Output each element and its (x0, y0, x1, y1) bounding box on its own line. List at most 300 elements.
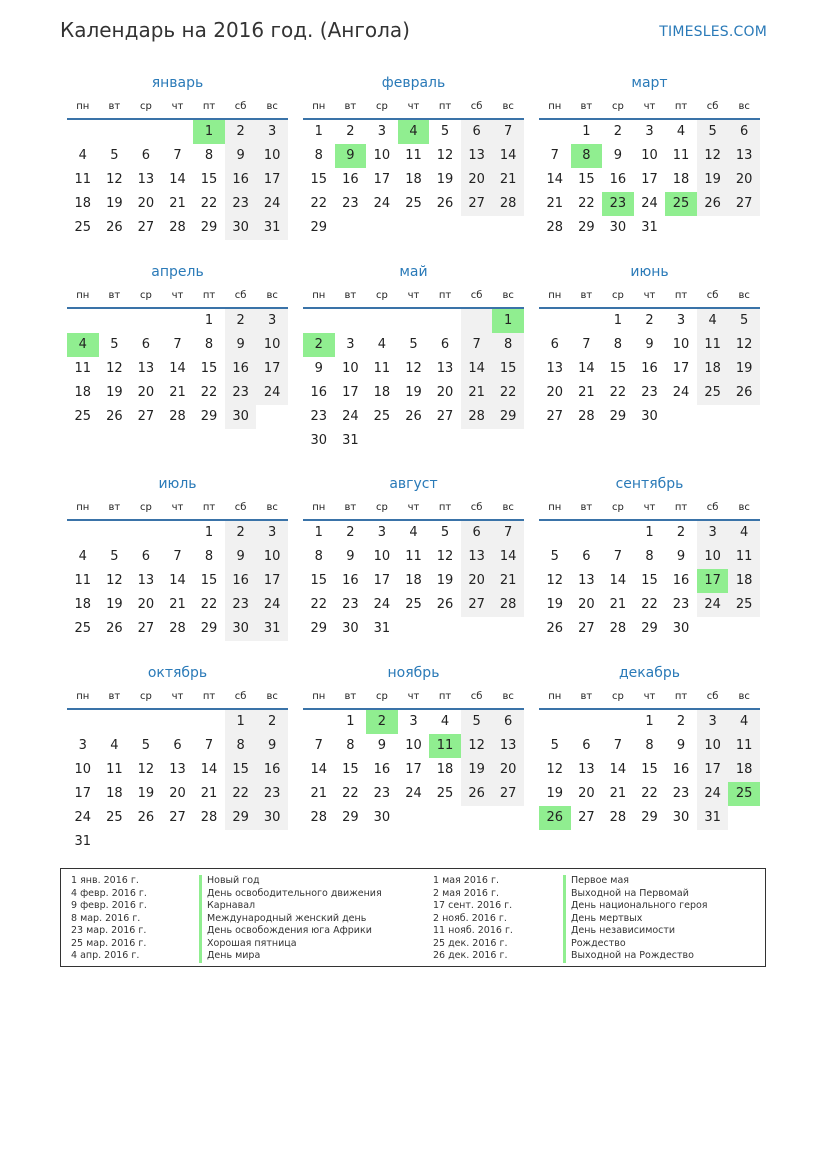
day-cell: 18 (728, 569, 760, 593)
day-cell: 2 (225, 521, 257, 545)
day-cell: 25 (74, 220, 92, 235)
day-cell: 6 (582, 549, 591, 564)
holiday-day-cell: 1 (492, 309, 524, 333)
weekday-label: пт (674, 290, 688, 301)
holiday-legend (60, 868, 766, 967)
day-cell: 9 (346, 549, 355, 564)
day-cell: 25 (373, 409, 391, 424)
day-cell: 3 (78, 738, 87, 753)
day-cell: 20 (137, 385, 155, 400)
day-cell: 13 (492, 734, 524, 758)
weekday-label: пн (76, 290, 90, 301)
empty-day-cell (366, 309, 398, 333)
day-cell: 29 (200, 409, 218, 424)
day-cell: 3 (409, 714, 418, 729)
weekday-header (67, 686, 288, 710)
empty-day-cell (162, 710, 194, 734)
weekday-label: вт (580, 502, 593, 513)
weekday-label: пн (76, 691, 90, 702)
day-cell: 30 (672, 621, 690, 636)
weekday-label: ср (375, 502, 388, 513)
day-cell: 5 (110, 148, 119, 163)
day-cell: 5 (697, 120, 729, 144)
weekday-header (539, 686, 760, 710)
day-cell: 9 (225, 545, 257, 569)
day-cell: 16 (672, 762, 690, 777)
legend-date: 26 дек. 2016 г. (433, 950, 508, 961)
day-cell: 27 (137, 409, 155, 424)
day-cell: 30 (225, 216, 257, 240)
weekday-header (303, 686, 524, 710)
day-cell: 27 (728, 192, 760, 216)
day-cell: 31 (342, 433, 359, 448)
day-cell: 13 (137, 361, 155, 376)
day-cell: 14 (169, 361, 186, 376)
day-cell: 15 (200, 172, 218, 187)
days-grid (539, 710, 760, 830)
weekday-label: ср (139, 502, 152, 513)
day-cell: 3 (645, 124, 654, 139)
day-cell: 20 (169, 786, 186, 801)
day-cell: 9 (225, 144, 257, 168)
weekday-label: пн (312, 101, 326, 112)
weekday-label: пт (438, 502, 452, 513)
day-cell: 28 (609, 810, 627, 825)
day-cell: 5 (440, 525, 450, 540)
day-cell: 20 (728, 168, 760, 192)
empty-day-cell (571, 309, 603, 333)
weekday-label: сб (234, 502, 247, 513)
day-cell: 21 (169, 385, 186, 400)
weekday-label: сб (470, 502, 483, 513)
day-cell: 15 (641, 573, 658, 588)
day-cell: 23 (342, 597, 359, 612)
month-calendar (67, 471, 288, 660)
day-cell: 21 (169, 196, 186, 211)
day-cell: 27 (546, 409, 564, 424)
legend-right-names (563, 875, 708, 963)
month-name: май (399, 264, 428, 280)
day-cell: 1 (613, 313, 623, 328)
day-cell: 15 (641, 762, 658, 777)
day-cell: 24 (256, 593, 288, 617)
empty-day-cell (162, 120, 194, 144)
day-cell: 8 (204, 148, 214, 163)
day-cell: 27 (492, 782, 524, 806)
day-cell: 5 (728, 309, 760, 333)
days-grid (303, 309, 524, 453)
day-cell: 18 (405, 172, 422, 187)
holiday-day-cell: 26 (539, 806, 571, 830)
weekday-label: вс (266, 101, 278, 112)
day-cell: 6 (440, 337, 450, 352)
day-cell: 30 (225, 405, 257, 429)
weekday-label: ср (611, 691, 624, 702)
day-cell: 20 (492, 758, 524, 782)
day-cell: 11 (405, 148, 422, 163)
legend-date: 1 янв. 2016 г. (71, 875, 139, 886)
day-cell: 13 (546, 361, 564, 376)
day-cell: 24 (405, 786, 422, 801)
legend-right-dates (433, 875, 513, 963)
day-cell: 15 (310, 573, 328, 588)
day-cell: 22 (200, 597, 218, 612)
month-name: апрель (151, 264, 204, 280)
day-cell: 25 (728, 593, 760, 617)
day-cell: 14 (609, 573, 627, 588)
days-grid (303, 521, 524, 641)
weekday-label: пт (202, 502, 216, 513)
day-cell: 23 (256, 782, 288, 806)
weekday-label: вс (266, 502, 278, 513)
day-cell: 14 (200, 762, 218, 777)
day-cell: 25 (74, 621, 92, 636)
legend-holiday-name: День национального героя (563, 900, 708, 913)
weekday-label: пт (202, 101, 216, 112)
legend-date: 4 февр. 2016 г. (71, 887, 147, 899)
day-cell: 4 (697, 309, 729, 333)
day-cell: 8 (492, 333, 524, 357)
day-cell: 12 (106, 172, 123, 187)
day-cell: 18 (74, 385, 92, 400)
day-cell: 23 (225, 192, 257, 216)
day-cell: 18 (672, 172, 690, 187)
weekday-header (303, 497, 524, 521)
day-cell: 27 (578, 810, 595, 825)
legend-date: 1 мая 2016 г. (433, 875, 499, 886)
holiday-day-cell: 1 (193, 120, 225, 144)
day-cell: 21 (200, 786, 218, 801)
day-cell: 19 (461, 758, 493, 782)
day-cell: 8 (645, 549, 654, 564)
day-cell: 7 (492, 120, 524, 144)
day-cell: 23 (641, 385, 658, 400)
day-cell: 13 (728, 144, 760, 168)
weekday-label: вт (108, 101, 121, 112)
weekday-label: вс (738, 502, 750, 513)
day-cell: 18 (74, 196, 92, 211)
day-cell: 19 (137, 786, 155, 801)
day-cell: 26 (461, 782, 493, 806)
day-cell: 29 (200, 621, 218, 636)
day-cell: 5 (461, 710, 493, 734)
month-calendar (539, 259, 760, 448)
month-name: август (389, 476, 438, 492)
day-cell: 3 (256, 120, 288, 144)
day-cell: 19 (106, 196, 123, 211)
day-cell: 13 (137, 573, 155, 588)
day-cell: 4 (676, 124, 686, 139)
day-cell: 4 (728, 710, 760, 734)
empty-day-cell (398, 309, 430, 333)
day-cell: 31 (256, 617, 288, 641)
weekday-label: вт (344, 101, 357, 112)
weekday-label: сб (234, 290, 247, 301)
day-cell: 31 (256, 216, 288, 240)
day-cell: 28 (578, 409, 595, 424)
day-cell: 10 (373, 549, 391, 564)
month-calendar (539, 70, 760, 259)
weekday-label: чт (407, 101, 420, 112)
day-cell: 1 (346, 714, 355, 729)
day-cell: 15 (200, 573, 218, 588)
day-cell: 21 (546, 196, 564, 211)
weekday-label: пт (202, 290, 216, 301)
weekday-label: пт (674, 691, 688, 702)
day-cell: 29 (492, 405, 524, 429)
day-cell: 8 (645, 738, 654, 753)
day-cell: 4 (78, 148, 87, 163)
day-cell: 30 (256, 806, 288, 830)
weekday-label: вт (108, 290, 121, 301)
day-cell: 22 (641, 786, 658, 801)
day-cell: 5 (110, 337, 119, 352)
empty-day-cell (130, 120, 162, 144)
day-cell: 10 (373, 148, 391, 163)
weekday-label: сб (706, 502, 719, 513)
day-cell: 28 (492, 593, 524, 617)
day-cell: 13 (578, 762, 595, 777)
legend-left-dates (71, 875, 147, 963)
day-cell: 22 (310, 597, 328, 612)
weekday-label: ср (611, 290, 624, 301)
day-cell: 16 (225, 168, 257, 192)
day-cell: 12 (405, 361, 422, 376)
empty-day-cell (602, 710, 634, 734)
empty-day-cell (162, 521, 194, 545)
day-cell: 20 (461, 569, 493, 593)
day-cell: 18 (106, 786, 123, 801)
holiday-day-cell: 2 (366, 710, 398, 734)
day-cell: 31 (641, 220, 658, 235)
legend-holiday-name: Первое мая (563, 875, 708, 888)
day-cell: 1 (645, 714, 654, 729)
weekday-label: чт (643, 502, 656, 513)
day-cell: 14 (169, 573, 186, 588)
day-cell: 13 (461, 144, 493, 168)
day-cell: 30 (225, 617, 257, 641)
holiday-day-cell: 8 (571, 144, 603, 168)
empty-day-cell (67, 710, 99, 734)
weekday-label: сб (470, 290, 483, 301)
day-cell: 7 (173, 549, 182, 564)
day-cell: 20 (578, 597, 595, 612)
day-cell: 7 (492, 521, 524, 545)
day-cell: 28 (169, 621, 186, 636)
day-cell: 17 (256, 357, 288, 381)
day-cell: 16 (256, 758, 288, 782)
day-cell: 23 (672, 786, 690, 801)
day-cell: 27 (578, 621, 595, 636)
empty-day-cell (162, 309, 194, 333)
day-cell: 29 (310, 220, 328, 235)
legend-holiday-name: День освободительного движения (199, 888, 382, 901)
empty-day-cell (335, 309, 367, 333)
day-cell: 30 (641, 409, 658, 424)
brand-link[interactable]: TIMESLES.COM (659, 24, 767, 40)
empty-day-cell (67, 309, 99, 333)
day-cell: 5 (141, 738, 151, 753)
day-cell: 8 (225, 734, 257, 758)
holiday-day-cell: 25 (665, 192, 697, 216)
day-cell: 23 (672, 597, 690, 612)
weekday-header (67, 285, 288, 309)
day-cell: 7 (461, 333, 493, 357)
legend-holiday-name: Рождество (563, 938, 708, 951)
day-cell: 21 (461, 381, 493, 405)
day-cell: 14 (169, 172, 186, 187)
weekday-label: чт (171, 502, 184, 513)
month-name: октябрь (147, 665, 208, 681)
legend-date: 4 апр. 2016 г. (71, 950, 140, 961)
day-cell: 30 (373, 810, 391, 825)
holiday-day-cell: 25 (728, 782, 760, 806)
day-cell: 20 (137, 196, 155, 211)
legend-left-names (199, 875, 382, 963)
day-cell: 24 (697, 782, 729, 806)
empty-day-cell (602, 521, 634, 545)
day-cell: 27 (137, 621, 155, 636)
weekday-label: вс (266, 691, 278, 702)
weekday-header (303, 285, 524, 309)
day-cell: 9 (377, 738, 387, 753)
day-cell: 26 (137, 810, 155, 825)
day-cell: 26 (697, 192, 729, 216)
day-cell: 6 (141, 148, 151, 163)
day-cell: 12 (106, 573, 123, 588)
weekday-label: сб (706, 290, 719, 301)
weekday-label: чт (407, 502, 420, 513)
day-cell: 15 (492, 357, 524, 381)
weekday-label: пн (312, 502, 326, 513)
day-cell: 8 (204, 549, 214, 564)
day-cell: 1 (314, 124, 323, 139)
day-cell: 15 (609, 361, 627, 376)
month-name: июль (158, 476, 197, 492)
day-cell: 18 (405, 573, 422, 588)
day-cell: 10 (672, 337, 690, 352)
day-cell: 15 (200, 361, 218, 376)
day-cell: 20 (436, 385, 454, 400)
day-cell: 10 (405, 738, 422, 753)
day-cell: 14 (310, 762, 328, 777)
day-cell: 6 (141, 337, 151, 352)
day-cell: 3 (697, 710, 729, 734)
empty-day-cell (67, 120, 99, 144)
weekday-label: чт (171, 101, 184, 112)
day-cell: 1 (204, 525, 214, 540)
day-cell: 8 (314, 148, 323, 163)
empty-day-cell (303, 710, 335, 734)
month-calendar (539, 471, 760, 660)
day-cell: 10 (342, 361, 359, 376)
day-cell: 26 (106, 621, 123, 636)
weekday-label: вс (266, 290, 278, 301)
weekday-label: ср (375, 101, 388, 112)
day-cell: 29 (200, 220, 218, 235)
holiday-day-cell: 2 (303, 333, 335, 357)
day-cell: 15 (342, 762, 359, 777)
weekday-label: пт (202, 691, 216, 702)
weekday-label: ср (611, 101, 624, 112)
weekday-label: пн (548, 101, 562, 112)
day-cell: 24 (641, 196, 658, 211)
day-cell: 31 (74, 834, 92, 849)
day-cell: 2 (346, 124, 355, 139)
day-cell: 29 (578, 220, 595, 235)
weekday-label: пт (674, 502, 688, 513)
day-cell: 3 (697, 521, 729, 545)
day-cell: 25 (697, 381, 729, 405)
day-cell: 28 (169, 220, 186, 235)
month-calendar (67, 660, 288, 872)
days-grid (539, 120, 760, 240)
day-cell: 26 (106, 409, 123, 424)
day-cell: 7 (582, 337, 591, 352)
empty-day-cell (461, 309, 493, 333)
weekday-label: вс (738, 101, 750, 112)
weekday-label: вт (344, 691, 357, 702)
empty-day-cell (429, 309, 461, 333)
weekday-label: чт (643, 101, 656, 112)
day-cell: 24 (672, 385, 690, 400)
legend-holiday-name: Выходной на Рождество (563, 950, 708, 963)
day-cell: 12 (137, 762, 155, 777)
empty-day-cell (130, 710, 162, 734)
day-cell: 24 (256, 381, 288, 405)
day-cell: 4 (78, 549, 87, 564)
day-cell: 22 (492, 381, 524, 405)
weekday-label: пт (438, 290, 452, 301)
legend-date: 11 нояб. 2016 г. (433, 925, 513, 936)
day-cell: 3 (256, 309, 288, 333)
day-cell: 23 (310, 409, 328, 424)
day-cell: 17 (373, 172, 391, 187)
day-cell: 28 (169, 409, 186, 424)
day-cell: 2 (613, 124, 623, 139)
empty-day-cell (99, 521, 131, 545)
day-cell: 15 (225, 758, 257, 782)
day-cell: 1 (225, 710, 257, 734)
days-grid (539, 309, 760, 429)
day-cell: 21 (169, 597, 186, 612)
empty-day-cell (303, 309, 335, 333)
day-cell: 21 (492, 168, 524, 192)
weekday-label: вт (108, 691, 121, 702)
day-cell: 19 (546, 786, 564, 801)
day-cell: 4 (377, 337, 387, 352)
day-cell: 16 (225, 569, 257, 593)
day-cell: 2 (676, 714, 686, 729)
day-cell: 11 (74, 361, 92, 376)
legend-date: 23 мар. 2016 г. (71, 925, 147, 936)
month-name: февраль (381, 75, 446, 91)
page-title: Календарь на 2016 год. (Ангола) (60, 18, 410, 42)
month-calendar (67, 259, 288, 448)
day-cell: 14 (546, 172, 564, 187)
weekday-label: сб (234, 101, 247, 112)
day-cell: 21 (609, 597, 627, 612)
day-cell: 25 (405, 597, 422, 612)
day-cell: 12 (728, 333, 760, 357)
weekday-label: пт (438, 691, 452, 702)
day-cell: 21 (310, 786, 328, 801)
day-cell: 22 (578, 196, 595, 211)
day-cell: 14 (609, 762, 627, 777)
day-cell: 8 (204, 337, 214, 352)
day-cell: 25 (436, 786, 454, 801)
empty-day-cell (130, 521, 162, 545)
